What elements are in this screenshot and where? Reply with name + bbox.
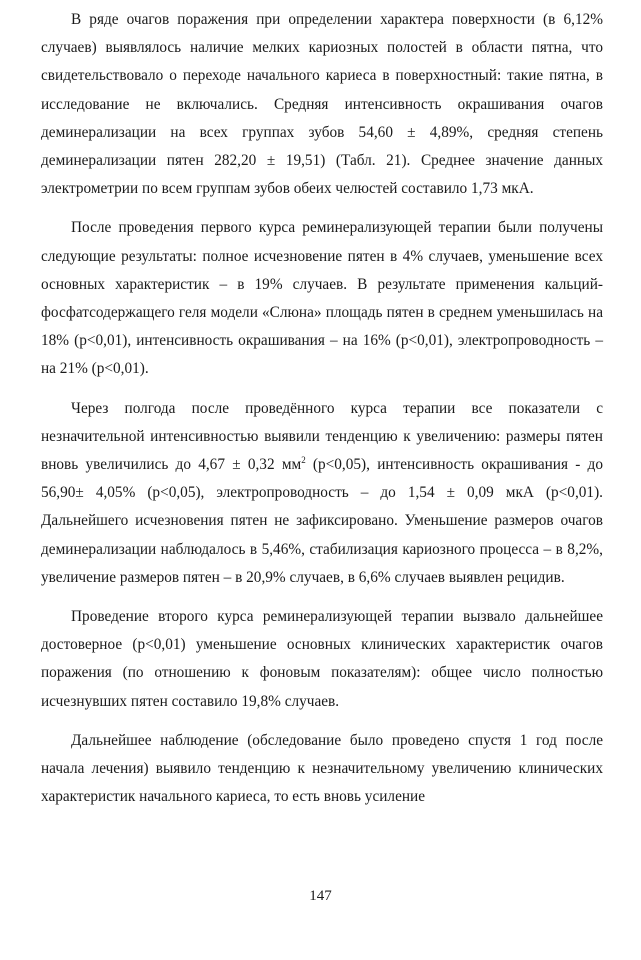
paragraph-3-text-a: Через полгода после проведённого курса терапии все показатели с незначительной интенсивностью выявили тенденцию к увеличению: размеры пятен вновь увеличились до 4,67 ± 0,32 мм: [41, 399, 603, 474]
paragraph-1: В ряде очагов поражения при определении характера поверхности (в 6,12% случаев) выявлялось наличие мелких кариозных полостей в области пятна, что свидетельствовало о переходе начального кариеса в поверхностный: такие пятна, в исследование не включались. Средняя интенсивность окрашивания очагов деминерализации на всех группах зубов 54,60 ± 4,89%, средняя степень деминерализации пятен 282,20 ± 19,51) (Табл. 21). Среднее значение данных электрометрии по всем группам зубов обеих челюстей составило 1,73 мкА.: [41, 11, 603, 198]
paragraph-3: [41, 395, 603, 592]
paragraph-3-text-b: (р<0,05), интенсивность окрашивания - до 56,90± 4,05% (р<0,05), электропроводность – до 1,54 ± 0,09 мкА (р<0,01). Дальнейшего исчезновения пятен не зафиксировано. Уменьшение размеров очагов деминерализации наблюдалось в 5,46%, стабилизация кариозного процесса – в 8,2%, увеличение размеров пятен – в 20,9% случаев, в 6,6% случаев выявлен рецидив.: [41, 456, 603, 586]
square-superscript: 2: [301, 454, 306, 465]
paragraph-2: После проведения первого курса реминерализующей терапии были получены следующие результаты: полное исчезновение пятен в 4% случаев, уменьшение всех основных характеристик – в 19% случаев. В результате применения кальций-фосфатсодержащего геля модели «Слюна» площадь пятен в среднем уменьшилась на 18% (р<0,01), интенсивность окрашивания – на 16% (р<0,01), электропроводность – на 21% (р<0,01).: [41, 219, 603, 378]
body-text: [41, 6, 603, 822]
paragraph-4: Проведение второго курса реминерализующей терапии вызвало дальнейшее достоверное (р<0,01) уменьшение основных клинических характеристик очагов поражения (по отношению к фоновым показателям): общее число полностью исчезнувших пятен составило 19,8% случаев.: [41, 608, 603, 710]
page-number: 147: [309, 888, 332, 904]
paragraph-5: Дальнейшее наблюдение (обследование было проведено спустя 1 год после начала лечения) выявило тенденцию к незначительному увеличению клинических характеристик начального кариеса, то есть вновь усиление: [41, 731, 603, 806]
